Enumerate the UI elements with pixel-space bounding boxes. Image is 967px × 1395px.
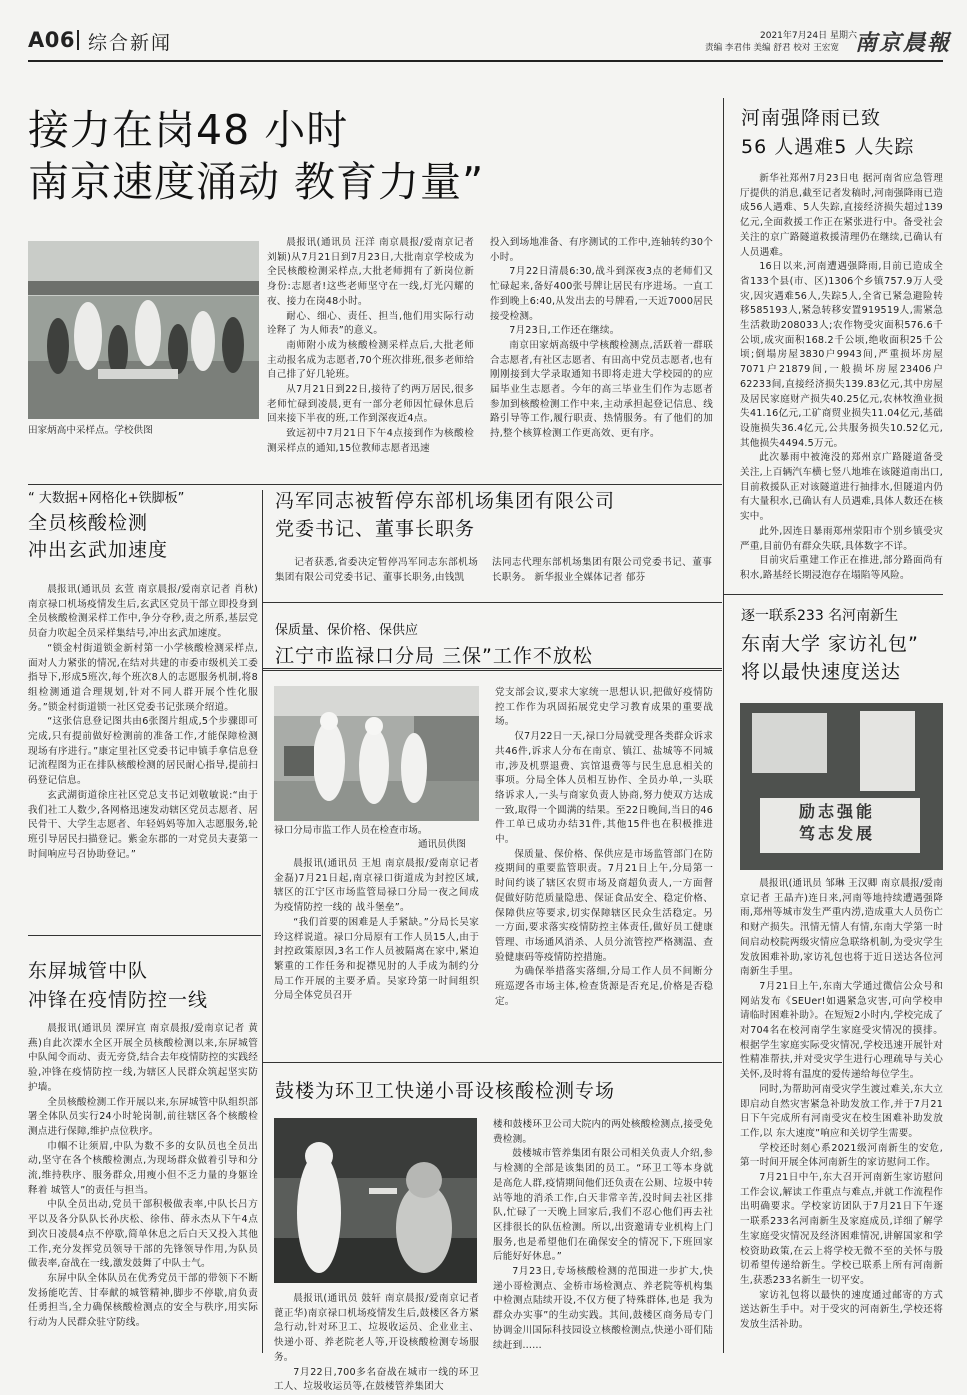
henan-para: 16日以来,河南遭遇强降雨,目前已造成全省133个县(市、区)1306个乡镇757.9万人受灾,因灾遇难56人,失踪5人,全省已紧急避险转移585193人,紧急转移安置919519人,需紧急生活救助208033人;农作物受灾面积576.6千公顷,成灾面积168.2千公顷,绝收面积25千公顷;倒塌房屋3830户9943间,严重损坏房屋7071户21879间,一般损坏房屋23406户62233间,直接经济损失139.83亿元,其中房屋及居民家庭财产损失40.25亿元,农林牧渔业损失41.16亿元,工矿商贸业损失11.04亿元,基础设施损失36.4亿元,公共服务损失10.52亿元,其他损失4494.5万元。 <box>740 261 943 449</box>
main-para: 7月22日清晨6:30,战斗到深夜3点的老师们又忙碌起来,备好400张号牌让居民有序进场。一直工作到晚上6:40,从发出去的号牌看,一天近7000居民接受检测。 <box>490 266 713 322</box>
main-para: 南师附小成为核酸检测采样点后,大批老师主动报名成为志愿者,70个班次排班,很多老师给自己排了好几轮班。 <box>267 339 474 381</box>
henan-headline <box>741 104 914 162</box>
seu-para: 7月21日中午,东大召开河南新生家访慰问工作会议,解读工作重点与难点,并就工作流程作出明确要求。学校家访团队于7月21日下午逐一联系233名河南新生及家庭成员,详细了解学生家庭受灾情况及经济困难情况,讲解国家和学校资助政策,在云上将学校无微不至的关怀与殷切希望传递给新生。学校已联系上所有河南新生,获悉233名新生一切平安。 <box>740 1172 943 1286</box>
jiangning-para: “我们首要的困难是人手紧缺。”分局长吴家玲这样说道。禄口分局原有工作人员15人,由于封控政策原因,3名工作人员被隔离在家中,紧迫繁重的工作任务和捉襟见肘的人手成为制约分局工作开展的主要矛盾。吴家玲第一时间组织分局全体党员召开 <box>274 916 479 1002</box>
gulou-photo <box>274 1118 477 1283</box>
main-headline-line2: 南京速度涌动 教育力量” <box>28 158 485 206</box>
jiangning-col1 <box>274 857 479 1057</box>
gulou-illustration <box>274 1118 477 1283</box>
market-inspection-photo <box>274 686 479 821</box>
feng-headline <box>275 487 615 543</box>
main-story-col1 <box>267 236 474 480</box>
jiangning-col2 <box>495 686 713 1058</box>
gulou-para: 晨报讯(通讯员 鼓轩 南京晨报/爱南京记者 蓖正华)南京禄口机场疫情发生后,鼓楼区各方紧急行动,针对环卫工、垃圾收运员、企业业主、快递小哥、养老院老人等,开设核酸检测专场服务。 <box>274 1293 479 1363</box>
seu-para: 晨报讯(通讯员 邹琳 王汉卿 南京晨报/爱南京记者 王晶卉)连日来,河南等地持续遭遇强降雨,郑州等城市发生严重内涝,造成重大人员伤亡和财产损失。汛情无情人有情,东南大学第一时间启动校院两级灾情应急联络机制,为受灾学生发放困难补助,家访礼包也将于近日送达各位河南新生手里。 <box>740 878 943 978</box>
section-rule-gulou <box>263 1062 722 1063</box>
dongping-headline-line2: 冲锋在疫情防控一线 <box>28 989 209 1011</box>
seu-headline-line1: 东南大学 家访礼包” <box>741 633 919 655</box>
xuanwu-body <box>28 583 258 929</box>
gulou-para: 楼和鼓楼环卫公司大院内的两处核酸检测点,接受免费检测。 <box>493 1119 713 1145</box>
testing-site-photo <box>28 241 259 419</box>
feng-para: 法同志代理东部机场集团有限公司党委书记、董事长职务。 新华报业全媒体记者 郁芬 <box>492 557 712 583</box>
section-title: 综合新闻 <box>88 32 173 54</box>
header-rule <box>28 60 943 62</box>
jiangning-para: 党支部会议,要求大家统一思想认识,把做好疫情防控工作作为巩固拓展党史学习教育成果的重要战场。 <box>495 687 713 728</box>
henan-para: 此次暴雨中被淹没的郑州京广路隧道备受关注,上百辆汽车横七竖八地堆在该隧道南出口,目前救援队正对该隧道进行抽排水,但隧道内仍有大量积水,已确认有人员遇难,具体人数还在核实中。 <box>740 452 943 523</box>
section-rule-4 <box>28 935 261 936</box>
feng-para: 记者获悉,省委决定暂停冯军同志东部机场集团有限公司党委书记、董事长职务,由钱凯 <box>275 557 478 583</box>
main-headline <box>28 104 484 208</box>
seu-para: 同时,为帮助河南受灾学生渡过难关,东大立即启动自然灾害紧急补助发放工作,并于7月21日下午完成所有河南受灾在校生困难补助发放工作,以 东大速度”响应和关切学生需要。 <box>740 1083 943 1139</box>
henan-headline-line1: 河南强降雨已致 <box>741 107 882 129</box>
seu-para: 7月21日上午,东南大学通过微信公众号和网站发布《SEUer!如遇紧急灾害,可向学校申请临时困难补助》。在短短2小时内,学校完成了对704名在校河南学生家庭受灾情况的摸排。根据学生家庭实际受灾情况,学校迅速开展针对性精准帮扶,并对受灾学生进行心理疏导与关心关怀,及时将有温度的爱传递给每位学生。 <box>740 980 943 1081</box>
dongping-para: 中队全员出动,党员干部积极做表率,中队长吕方平以及各分队队长孙庆松、徐伟、薛永杰从下午4点到次日凌晨4点不停歇,简单休息之后白天又投入其他工作,充分发挥党员领导干部的先锋领导作用,为队员做表率,奋战在一线,激发鼓舞了中队士气。 <box>28 1199 258 1270</box>
jiangning-kicker: 保质量、保价格、保供应 <box>275 623 419 638</box>
xuanwu-para: “锁金村街道锁金新村第一小学核酸检测采样点,面对人力紧张的情况,在结对共建的市委市级机关工委指导下,形成5班次,每个班次8人的志愿服务机制,将8组检测通道合理规划,针对不同人群开展个性化服务。”锁金村街道锁一社区党委书记张瑛介绍道。 <box>28 642 258 713</box>
main-para: 投入到场地准备、有序测试的工作中,连轴转约30个小时。 <box>490 237 713 263</box>
henan-headline-line2: 56 人遇难5 人失踪 <box>741 136 915 158</box>
photo-credit-jiangning: 通讯员供图 <box>418 839 466 850</box>
dongping-headline <box>28 957 208 1015</box>
dongping-headline-line1: 东屏城管中队 <box>28 960 149 982</box>
main-para: 7月23日,工作还在继续。 <box>509 325 620 337</box>
column-rule-right <box>723 98 724 1353</box>
gift-card-slogan <box>762 801 912 845</box>
dongping-para: 东屏中队全体队员在优秀党员干部的带领下不断发扬能吃苦、甘奉献的城管精神,脚步不停歇,肩负责任勇担当,全力确保核酸检测点的安全与秩序,用实际行动为人民群众驻守防线。 <box>28 1272 258 1329</box>
dongping-para: 巾帼不让须眉,中队为数不多的女队员也全员出动,坚守在各个核酸检测点,为现场群众做着引导和分流,维持秩序、服务群众,用瘦小但不乏力量的身躯诠释着 城管人”的责任与担当。 <box>28 1140 258 1196</box>
xuanwu-para: 晨报讯(通讯员 玄萱 南京晨报/爱南京记者 肖秋)南京禄口机场疫情发生后,玄武区党员干部立即投身到全员核酸检测采样工作中,争分夺秒,责之所系,基层党员奋力吹起全员采样集结号,冲出玄武加速度。 <box>28 584 258 640</box>
testing-site-illustration <box>28 241 259 419</box>
henan-para: 目前灾后重建工作正在推进,部分路面尚有积水,路基经长期浸泡存在塌陷等风险。 <box>740 555 943 581</box>
xuanwu-headline-line2: 冲出玄武加速度 <box>28 539 169 561</box>
seu-para: 家访礼包将以最快的速度通过邮寄的方式送达新生手中。对于受灾的河南新生,学校还将发放生活补助。 <box>740 1289 943 1331</box>
xuanwu-headline-line1: 全员核酸检测 <box>28 512 149 534</box>
xuanwu-kicker: “ 大数据+网格化+铁脚板” <box>28 491 185 506</box>
dongping-body <box>28 1022 258 1353</box>
seu-para: 学校还时刻心系2021级河南新生的安危,第一时间开展全体河南新生的家访慰问工作。 <box>740 1142 943 1169</box>
gift-card-slogan-line1: 励志强能 <box>798 802 875 821</box>
header-divider <box>77 30 79 50</box>
gulou-para: 7月22日,700多名奋战在城市一线的环卫工人、垃圾收运员等,在鼓楼管养集团大 <box>274 1366 479 1393</box>
main-story-col2 <box>490 236 713 480</box>
main-headline-line1: 接力在岗48 小时 <box>28 106 349 154</box>
feng-col1 <box>275 556 478 600</box>
market-inspection-illustration <box>274 686 479 821</box>
seu-headline <box>741 630 919 686</box>
section-rule-6 <box>724 594 943 595</box>
feng-col2 <box>492 556 712 600</box>
xuanwu-para: 玄武湖街道徐庄社区党总支书记刘敬敏说:“由于我们社工人数少,各网格迅速发动辖区党员志愿者、居民骨干、大学生志愿者、年轻妈妈等加入志愿服务,轮班引导居民扫描登记。紫金东郡的一对党员夫妻第一时间响应号召协助登记。” <box>28 789 258 860</box>
gulou-col2 <box>493 1118 713 1353</box>
henan-body <box>740 172 943 581</box>
section-rule-3 <box>263 670 722 671</box>
henan-para: 此外,因连日暴雨郑州荥阳市个别乡镇受灾严重,目前仍有群众失联,具体数字不详。 <box>740 525 943 552</box>
main-para: 致远初中7月21日下午4点接到作为核酸检测采样点的通知,15位教师志愿者迅速 <box>267 428 474 454</box>
photo-caption-main: 田家炳高中采样点。学校供图 <box>28 425 153 436</box>
newspaper-logo: 南京晨報 <box>855 30 952 56</box>
dongping-para: 全员核酸检测工作开展以来,东屏城管中队组织部署全体队员实行24小时轮岗制,前往辖区各个核酸检测点进行保障,维护点位秩序。 <box>28 1096 258 1137</box>
issue-date: 2021年7月24日 星期六 <box>760 31 857 41</box>
gulou-col1 <box>274 1292 479 1393</box>
photo-caption-jiangning: 禄口分局市监工作人员在检查市场。 <box>274 825 428 836</box>
jiangning-headline: 江宁市监禄口分局 三保”工作不放松 <box>275 645 593 667</box>
feng-headline-line2: 党委书记、董事长职务 <box>275 518 476 540</box>
jiangning-para: 为确保举措落实落细,分局工作人员不间断分班巡逻各市场主体,检查货源是否充足,价格是否稳定。 <box>495 966 713 1007</box>
main-para: 从7月21日到22日,接待了约两万居民,很多老师忙碌到凌晨,更有一部分老师因忙碌休息后回来接下半夜的班,工作到深夜近4点。 <box>267 384 474 425</box>
xuanwu-headline <box>28 510 168 564</box>
henan-para: 新华社郑州7月23日电 据河南省应急管理厅提供的消息,截至记者发稿时,河南强降雨已造成56人遇难、5人失踪,直接经济损失超过139亿元,全面救援工作正在紧张进行中。备受社会关注的京广路隧道救援清理仍在继续,已确认有人员遇难。 <box>740 173 943 258</box>
gulou-para: 鼓楼城市管养集团有限公司相关负责人介绍,参与检测的全部是该集团的员工。“环卫工等本身就是高危人群,疫情期间他们还负责在公厕、垃圾中转站等地的消杀工作,白天非常辛苦,没时间去社区排队,忙碌了一天晚上回家后,我们不忍心他们再去社区排很长的队伍检测。所以,出资邀请专业机构上门服务,也是希望他们在确保安全的情况下,下班回家后能好好休息。” <box>493 1148 713 1263</box>
section-rule-1 <box>28 484 722 485</box>
jiangning-para: 晨报讯(通讯员 王旭 南京晨报/爱南京记者 金磊)7月21日起,南京禄口街道成为封控区域,辖区的江宁区市场监管局禄口分局一夜之间成为疫情防控一线的 战斗堡垒”。 <box>274 858 479 914</box>
column-rule-left <box>262 490 263 1353</box>
gulou-para: 7月23日,专场核酸检测的范围进一步扩大,快递小哥检测点、金桥市场检测点、养老院等机构集中检测点陆续开设,不仅方便了特殊群体,也是 我为群众办实事”的生动实践。其间,鼓楼区商务局专门协调金川国际科技园设立核酸检测点,快递小哥们陆续赶到…… <box>493 1266 713 1351</box>
seu-headline-line2: 将以最快速度送达 <box>741 661 902 683</box>
jiangning-para: 保质量、保价格、保供应是市场监管部门在防疫期间的重要监管职责。7月21日上午,分局第一时间约谈了辖区农贸市场及商超负责人,一方面督促做好防范质量隐患、保证食品安全、稳定价格、保障供应等要求,切实保障辖区民众生活稳定。另一方面,要求落实疫情防控主体责任,做好员工健康管理、市场通风消杀、人员分流管控严格测温、查验健康码等疫情防控措施。 <box>495 848 713 963</box>
main-para: 耐心、细心、责任、担当,他们用实际行动诠释了 为人师表”的意义。 <box>267 310 474 337</box>
gift-package-photo <box>740 703 943 870</box>
main-para: 晨报讯(通讯员 汪洋 南京晨报/爱南京记者 刘颖)从7月21日到7月23日,大批南京学校成为全民核酸检测采样点,大批老师拥有了新岗位新身份:志愿者!这些老师坚守在一线,灯光闪耀的夜、接力在岗48小时。 <box>267 237 474 307</box>
xuanwu-para: “这张信息登记图共由6张图片组成,5个步骤即可完成,只有提前做好检测前的准备工作,才能保障检测现场有序进行。”康定里社区党委书记申镇手拿信息登记流程图为正在排队核酸检测的居民耐心指导,提前扫码登记信息。 <box>28 716 258 787</box>
seu-body <box>740 877 943 1353</box>
page-number: A06 <box>28 28 75 52</box>
section-rule-2 <box>263 602 722 603</box>
jiangning-para: 仅7月22日一天,禄口分局就受理各类群众诉求共46件,诉求人分布在南京、镇江、盐城等不同城市,涉及机票退费、宾馆退费等与民生息息相关的事项。分局全体人员相互协作、全员办单,一头联络诉求人,一头与商家负责人协商,努力使双方达成一致,取得一个圆满的结果。至22日晚间,当日的46件工单已成功办结31件,其他15件也在积极推进中。 <box>495 731 713 846</box>
seu-kicker: 逐一联系233 名河南新生 <box>741 608 899 624</box>
main-para: 南京田家炳高级中学核酸检测点,活跃着一群联合志愿者,有社区志愿者、有田高中党员志愿者,也有刚刚接到大学录取通知书即将走进大学校园的的应届毕业生志愿者。今年的高三毕业生们作为志愿者参加到核酸检测工作中来,主动承担起登记信息、线路引导等工作,履行职责、热情服务。有了他们的加持,整个核算检测工作更高效、更有序。 <box>490 339 713 440</box>
feng-headline-line1: 冯军同志被暂停东部机场集团有限公司 <box>275 490 616 512</box>
editor-credits: 责编 李君伟 美编 舒君 校对 王宏宽 <box>705 43 839 53</box>
gift-card-slogan-line2: 笃志发展 <box>798 824 875 843</box>
gulou-headline: 鼓楼为环卫工快递小哥设核酸检测专场 <box>275 1080 616 1102</box>
dongping-para: 晨报讯(通讯员 溧屏宣 南京晨报/爱南京记者 黄燕)自此次溧水全区开展全员核酸检测以来,东屏城管中队闻令而动、责无旁贷,结合去年疫情防控的实践经验,冲锋在疫情防控一线,为辖区人民群众筑起坚实防护墙。 <box>28 1023 258 1093</box>
